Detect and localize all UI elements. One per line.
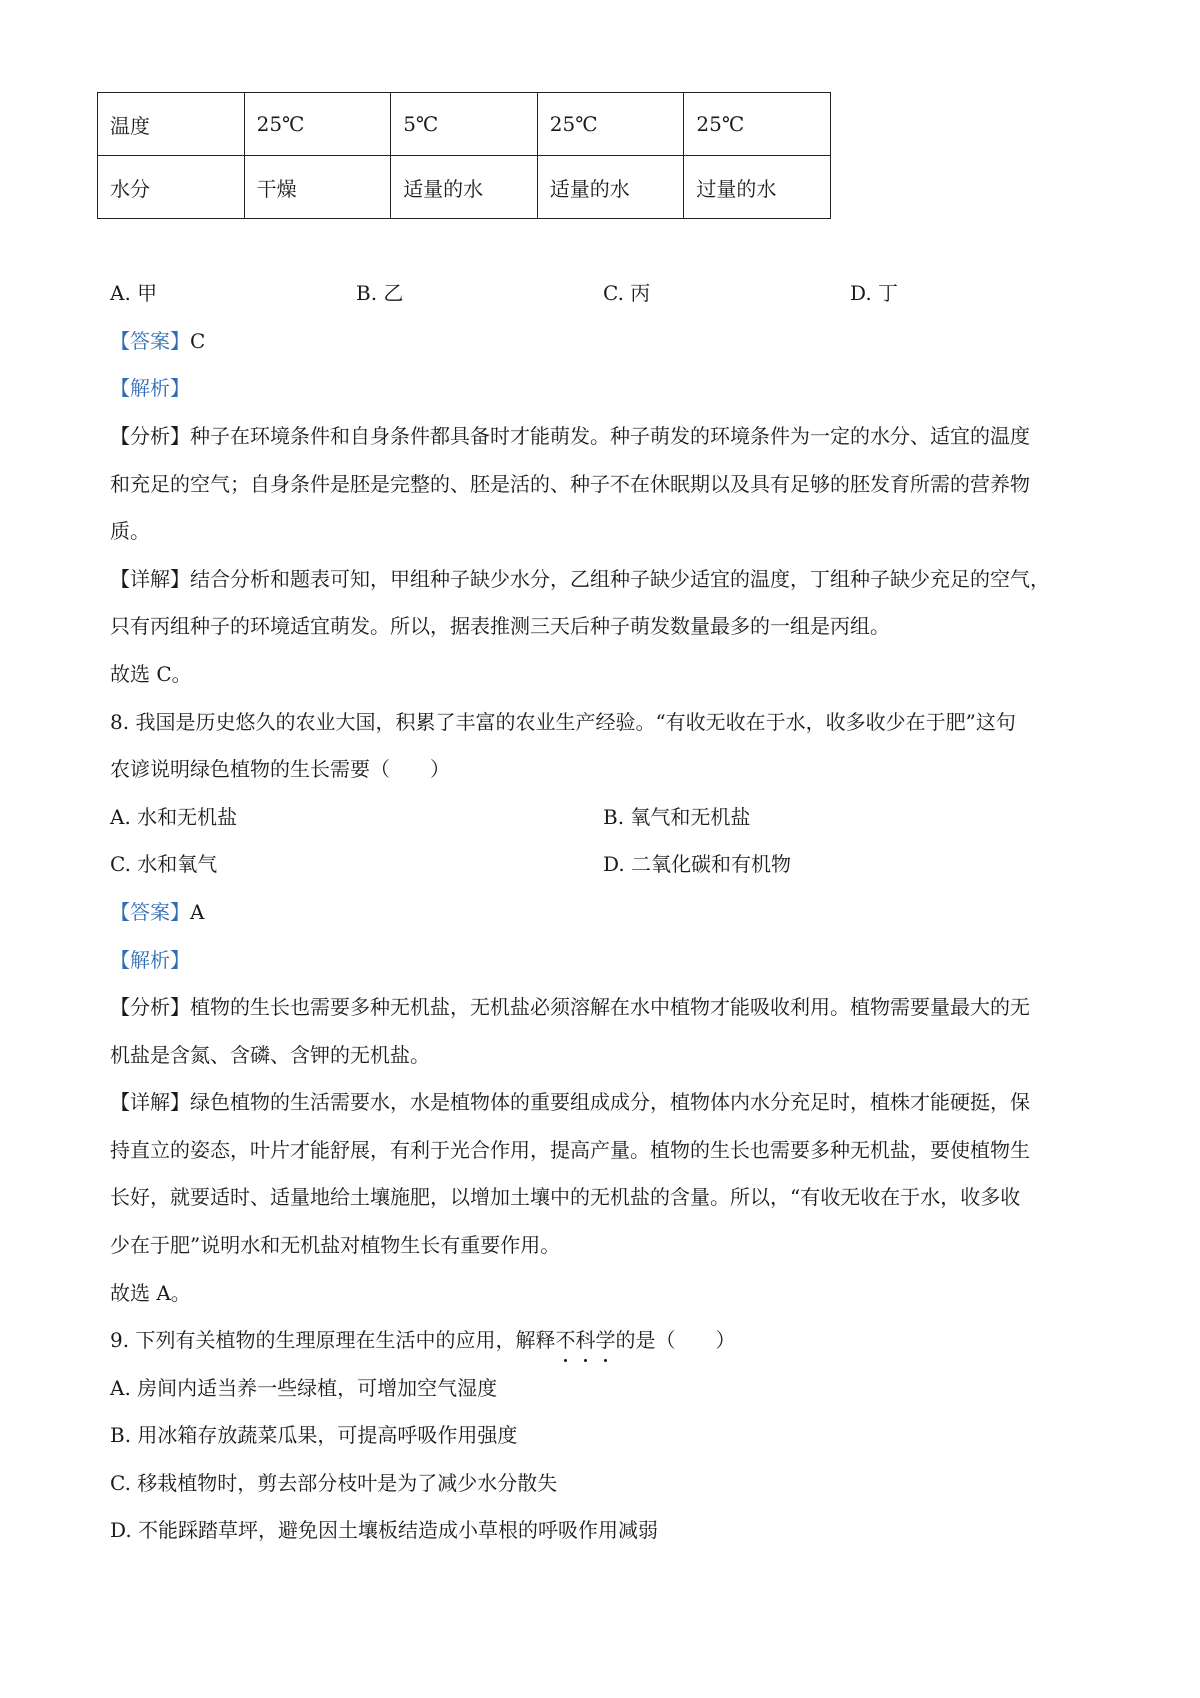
fenxi-text: 种子在环境条件和自身条件都具备时才能萌发。种子萌发的环境条件为一定的水分、适宜的温度 (190, 424, 1030, 448)
table-cell: 适量的水 (537, 156, 684, 219)
q8-option-c: C. 水和氧气 (110, 852, 218, 876)
answer-tag: 【答案】 (110, 329, 190, 353)
table-row (98, 156, 831, 219)
q8-fenxi-line (110, 993, 1030, 1021)
germination-conditions-table (97, 92, 831, 219)
table-cell: 25℃ (684, 93, 831, 156)
answer-value: A (190, 900, 205, 924)
xiangjie-tag: 【详解】 (110, 1090, 190, 1114)
q8-analysis-tag: 【解析】 (110, 948, 190, 972)
xiangjie-text: 结合分析和题表可知，甲组种子缺少水分，乙组种子缺少适宜的温度，丁组种子缺少充足的空气， (190, 567, 1050, 591)
table-cell: 25℃ (537, 93, 684, 156)
q7-fenxi-line (110, 422, 1030, 450)
q8-xiangjie-line (110, 1088, 1030, 1116)
answer-tag: 【答案】 (110, 900, 190, 924)
q7-xiangjie-line: 只有丙组种子的环境适宜萌发。所以，据表推测三天后种子萌发数量最多的一组是丙组。 (110, 614, 890, 638)
xiangjie-tag: 【详解】 (110, 567, 190, 591)
table-row-header: 水分 (98, 156, 245, 219)
q7-answer (110, 327, 205, 355)
q7-fenxi-line: 和充足的空气；自身条件是胚是完整的、胚是活的、种子不在休眠期以及具有足够的胚发育所需的营养物 (110, 472, 1030, 496)
q7-option-b: B. 乙 (356, 281, 404, 305)
table-cell: 适量的水 (391, 156, 538, 219)
fenxi-text: 植物的生长也需要多种无机盐，无机盐必须溶解在水中植物才能吸收利用。植物需要量最大的无 (190, 995, 1030, 1019)
q8-xiangjie-line: 少在于肥”说明水和无机盐对植物生长有重要作用。 (110, 1233, 561, 1257)
q9-option-b: B. 用冰箱存放蔬菜瓜果，可提高呼吸作用强度 (110, 1423, 518, 1447)
q7-choice: 故选 C。 (110, 662, 192, 686)
q7-option-c: C. 丙 (603, 281, 651, 305)
fenxi-tag: 【分析】 (110, 424, 190, 448)
q9-option-c: C. 移栽植物时，剪去部分枝叶是为了减少水分散失 (110, 1471, 558, 1495)
emphasis-char: 科 (575, 1328, 596, 1352)
q7-analysis-tag: 【解析】 (110, 376, 190, 400)
table-row-header: 温度 (98, 93, 245, 156)
emphasis-char: 学 (595, 1328, 616, 1352)
q8-choice: 故选 A。 (110, 1281, 191, 1305)
q8-stem-line: 农谚说明绿色植物的生长需要（ ） (110, 757, 450, 781)
q8-answer (110, 898, 204, 926)
q8-xiangjie-line: 长好，就要适时、适量地给土壤施肥，以增加土壤中的无机盐的含量。所以，“有收无收在于水，收多收 (110, 1185, 1021, 1209)
q8-option-b: B. 氧气和无机盐 (603, 805, 751, 829)
q9-stem (110, 1326, 735, 1354)
table-cell: 过量的水 (684, 156, 831, 219)
q7-xiangjie-line (110, 565, 1050, 593)
q8-stem-line: 8. 我国是历史悠久的农业大国，积累了丰富的农业生产经验。“有收无收在于水，收多收少在于肥”这句 (110, 710, 1016, 734)
q8-option-d: D. 二氧化碳和有机物 (603, 852, 792, 876)
q9-stem-text: 的是（ ） (615, 1328, 736, 1352)
q7-option-d: D. 丁 (850, 281, 899, 305)
fenxi-tag: 【分析】 (110, 995, 190, 1019)
q8-xiangjie-line: 持直立的姿态，叶片才能舒展，有利于光合作用，提高产量。植物的生长也需要多种无机盐，要使植物生 (110, 1138, 1030, 1162)
q7-fenxi-line: 质。 (110, 519, 150, 543)
q7-option-a: A. 甲 (110, 281, 158, 305)
emphasis-char: 不 (555, 1328, 576, 1352)
q8-fenxi-line: 机盐是含氮、含磷、含钾的无机盐。 (110, 1043, 430, 1067)
q9-option-d: D. 不能踩踏草坪，避免因土壤板结造成小草根的呼吸作用减弱 (110, 1518, 659, 1542)
q9-stem-text: 9. 下列有关植物的生理原理在生活中的应用，解释 (110, 1328, 556, 1352)
table-cell: 5℃ (391, 93, 538, 156)
q9-option-a: A. 房间内适当养一些绿植，可增加空气湿度 (110, 1376, 498, 1400)
table-row (98, 93, 831, 156)
xiangjie-text: 绿色植物的生活需要水，水是植物体的重要组成成分，植物体内水分充足时，植株才能硬挺，保 (190, 1090, 1030, 1114)
answer-value: C (190, 329, 206, 353)
q8-option-a: A. 水和无机盐 (110, 805, 238, 829)
table-cell: 干燥 (244, 156, 391, 219)
table-cell: 25℃ (244, 93, 391, 156)
